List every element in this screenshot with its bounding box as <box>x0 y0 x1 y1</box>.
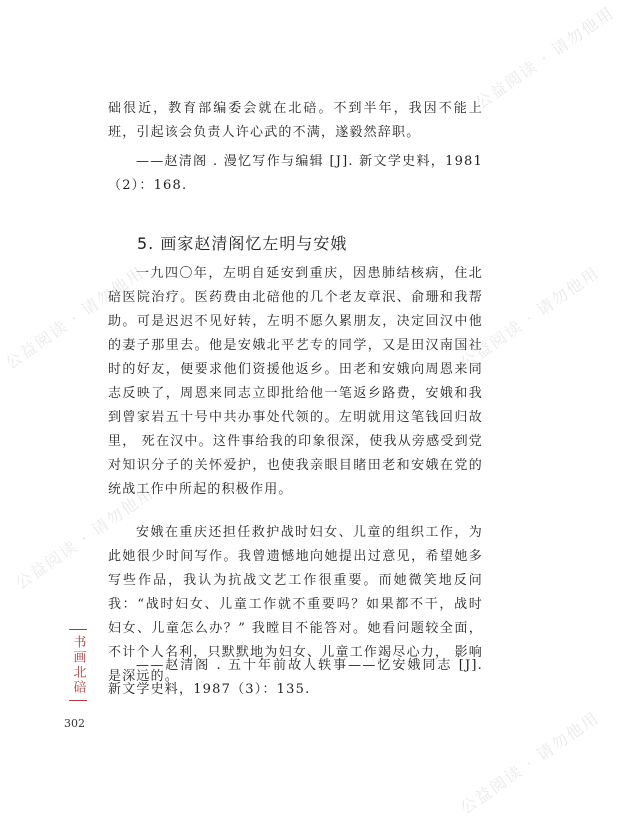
watermark-top-right: 公益阅读 · 请勿他用 <box>471 2 618 114</box>
watermark-lower-left: 公益阅读 · 请勿他用 <box>11 482 158 594</box>
page-number: 302 <box>64 717 85 730</box>
side-running-title <box>60 627 96 703</box>
paragraph-intro: 础很近，教育部编委会就在北碚。不到半年，我因不能上班，引起该会负责人许心武的不满，遂毅然辞职。 <box>108 101 483 140</box>
side-rule-bottom <box>69 700 87 701</box>
section-heading: 5. 画家赵清阁忆左明与安娥 <box>137 234 348 253</box>
watermark-mid-right: 公益阅读 · 请勿他用 <box>456 262 603 374</box>
paragraph-zuoming: 一九四〇年，左明自延安到重庆，因患肺结核病，住北碚医院治疗。医药费由北碚他的几个老友章泯、俞珊和我帮助。可是迟迟不见好转，左明不愿久累朋友，决定回汉中他的妻子那里去。他是安娥北平艺专的同学，又是田汉南国社时的好友，便要求他们资援他返乡。田老和安娥向周恩来同志反映了，周恩来同志立即批给他一笔返乡路费，安娥和我到曾家岩五十号中共办事处代领的。左明就用这笔钱回归故里， 死在汉中。这件事给我的印象很深，使我从旁感受到党对知识分子的关怀爱护，也使我亲眼目睹田老和安娥在党的统战工作中所起的积极作用。 <box>108 266 483 497</box>
citation-1: ——赵清阁 . 漫忆写作与编辑 [J]. 新文学史料，1981（2）：168. <box>108 154 483 193</box>
watermark-bottom-right: 公益阅读 · 请勿他用 <box>456 707 603 819</box>
watermark-mid-left: 公益阅读 · 请勿他用 <box>1 262 148 374</box>
citation-2: ——赵清阁 . 五十年前故人轶事——忆安娥同志 [J]. 新文学史料，1987（3）：135. <box>108 658 483 697</box>
side-title-text: 书画北碚 <box>70 635 86 695</box>
side-rule-top <box>69 629 87 630</box>
paragraph-an-e: 安娥在重庆还担任救护战时妇女、儿童的组织工作，为此她很少时间写作。我曾遗憾地向她提出过意见，希望她多写些作品，我认为抗战文艺工作很重要。而她微笑地反问我：“战时妇女、儿童工作就不重要吗？如果都不干，战时妇女、儿童怎么办？” 我瞠目不能答对。她看问题较全面，不计个人名利，只默默地为妇女、儿童工作竭尽心力， 影响是深远的。 <box>108 525 483 684</box>
